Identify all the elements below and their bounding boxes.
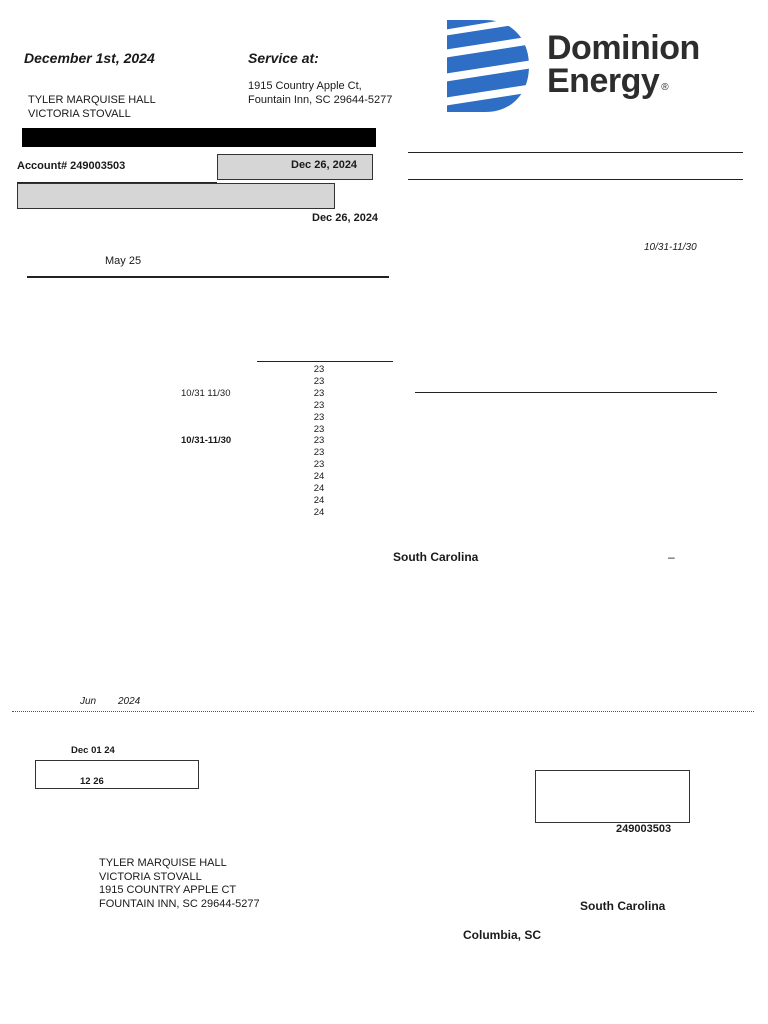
usage-period-bold: 10/31-11/30 <box>181 435 232 446</box>
remit-city: Columbia, SC <box>463 928 542 942</box>
mailing-name-line2: VICTORIA STOVALL <box>99 871 202 883</box>
usage-year: 23 <box>313 364 325 375</box>
service-at-label: Service at: <box>248 50 319 66</box>
state-label: South Carolina <box>393 550 479 564</box>
due-date-box <box>217 154 373 180</box>
usage-year: 23 <box>313 447 325 459</box>
stub-account-number: 249003503 <box>616 823 672 835</box>
logo-wordmark <box>547 29 700 100</box>
amount-enclosed-box <box>535 770 690 823</box>
due-date-box-text: Dec 26, 2024 <box>291 159 358 171</box>
stub-due-date: 12 26 <box>80 776 104 787</box>
right-divider-1 <box>408 152 743 153</box>
usage-year: 24 <box>313 471 325 483</box>
right-divider-3 <box>415 392 717 393</box>
logo-word-energy: Energy ® <box>547 62 669 100</box>
registered-mark: ® <box>661 82 669 93</box>
account-number-label: Account# 249003503 <box>17 160 126 172</box>
mailing-name-line1: TYLER MARQUISE HALL <box>99 857 227 869</box>
tear-off-line <box>12 711 754 712</box>
billing-period-right: 10/31-11/30 <box>644 242 697 253</box>
due-date-line: Dec 26, 2024 <box>312 212 379 224</box>
stub-bill-date: Dec 01 24 <box>71 745 115 756</box>
amount-due-box <box>17 183 335 209</box>
service-address-line1: 1915 Country Apple Ct, <box>248 80 362 92</box>
usage-year: 23 <box>313 459 325 471</box>
usage-period-plain: 10/31 11/30 <box>181 388 231 399</box>
chart-year-label: 2024 <box>118 696 141 707</box>
usage-year: 23 <box>313 423 325 435</box>
usage-year: 23 <box>313 387 325 399</box>
remit-state: South Carolina <box>580 899 666 913</box>
stub-due-box <box>35 760 199 789</box>
usage-year: 24 <box>313 506 325 518</box>
usage-year: 23 <box>313 435 325 447</box>
chart-month-label: Jun <box>80 696 97 707</box>
usage-year: 24 <box>313 483 325 495</box>
section-divider <box>27 276 389 278</box>
customer-name-line1: TYLER MARQUISE HALL <box>28 94 156 106</box>
dominion-logo-icon <box>443 20 531 114</box>
right-divider-2 <box>408 179 743 180</box>
customer-name-line2: VICTORIA STOVALL <box>28 108 131 120</box>
mailing-street: 1915 COUNTRY APPLE CT <box>99 884 237 896</box>
logo-word-dominion: Dominion <box>547 29 700 67</box>
bill-date: December 1st, 2024 <box>24 50 155 66</box>
usage-year: 24 <box>313 494 325 506</box>
mailing-city: FOUNTAIN INN, SC 29644-5277 <box>99 898 260 910</box>
meter-read-month: May 25 <box>105 255 142 267</box>
usage-year-column <box>305 364 333 519</box>
usage-year: 23 <box>313 399 325 411</box>
redacted-bar <box>22 128 376 147</box>
usage-table-top-line <box>257 361 393 362</box>
usage-year: 23 <box>313 411 325 423</box>
dash-mark: – <box>668 550 675 564</box>
service-address-line2: Fountain Inn, SC 29644-5277 <box>248 94 393 106</box>
usage-year: 23 <box>313 375 325 387</box>
